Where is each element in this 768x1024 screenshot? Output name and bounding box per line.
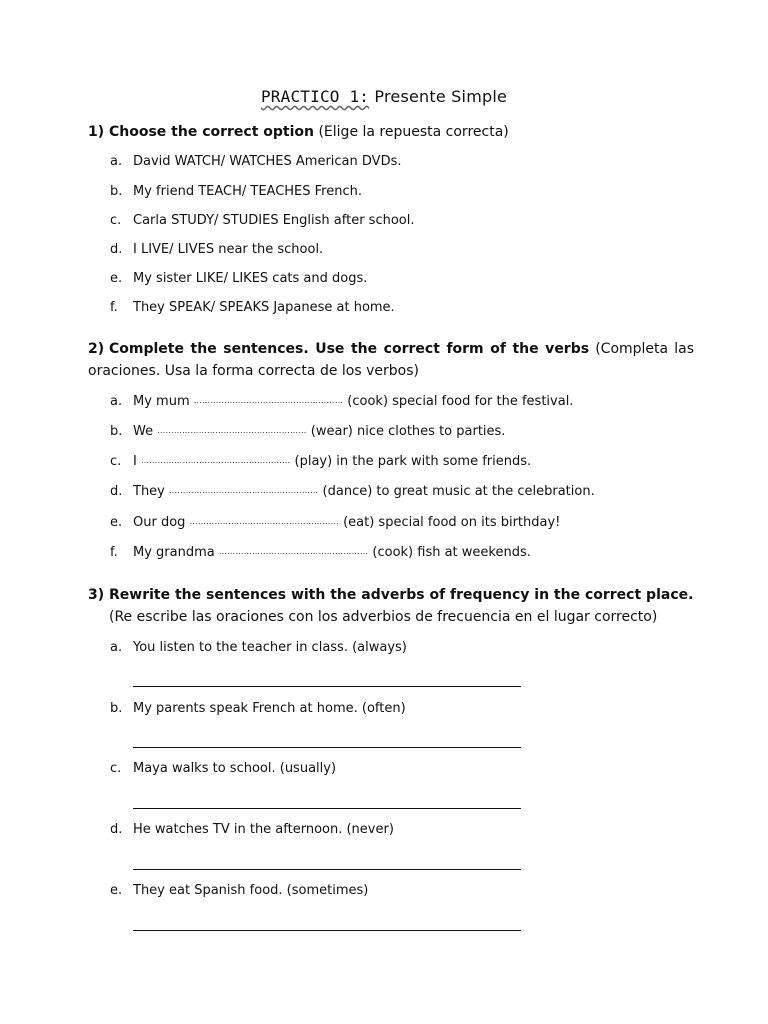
- list-item: [110, 515, 560, 530]
- section-3-heading: [88, 584, 694, 628]
- list-item: [110, 484, 595, 499]
- item-text: They: [133, 484, 170, 499]
- item-text: (cook) special food for the festival.: [343, 394, 574, 409]
- list-item: [110, 213, 414, 228]
- answer-line[interactable]: [133, 686, 521, 687]
- section-heading-bold: Choose the correct option: [109, 124, 315, 140]
- list-item: [110, 424, 505, 439]
- item-text: My mum: [133, 394, 194, 409]
- list-item: [110, 184, 362, 199]
- list-item: [110, 242, 323, 257]
- item-letter: d.: [110, 484, 123, 499]
- section-2-heading: [88, 338, 694, 382]
- blank-dots: ………………………………………………: [189, 517, 339, 526]
- section-heading-bold: Complete the sentences. Use the correct form of the verbs: [109, 341, 590, 357]
- item-letter: c.: [110, 454, 122, 469]
- answer-line[interactable]: [133, 930, 521, 931]
- item-text: (eat) special food on its birthday!: [338, 515, 561, 530]
- list-item: [110, 545, 531, 560]
- item-text: I: [133, 454, 141, 469]
- item-text: My sister LIKE/ LIKES cats and dogs.: [133, 271, 368, 286]
- item-text: Carla STUDY/ STUDIES English after school.: [133, 213, 415, 228]
- item-letter: b.: [110, 701, 123, 716]
- item-text: He watches TV in the afternoon. (never): [133, 822, 394, 837]
- blank-dots: ………………………………………………: [157, 426, 307, 435]
- item-letter: d.: [110, 242, 123, 257]
- item-letter: c.: [110, 213, 122, 228]
- item-letter: e.: [110, 515, 123, 530]
- answer-line[interactable]: [133, 869, 521, 870]
- list-item: [110, 271, 367, 286]
- item-text: Our dog: [133, 515, 190, 530]
- item-text: They eat Spanish food. (sometimes): [133, 883, 369, 898]
- title-rest: Presente Simple: [369, 87, 508, 106]
- section-number: 3): [88, 587, 105, 603]
- section-heading-rest: (Completa las oraciones. Usa la forma correcta de los verbos): [88, 341, 695, 379]
- list-item: [110, 154, 401, 169]
- blank-dots: ………………………………………………: [193, 396, 344, 405]
- item-text: (wear) nice clothes to parties.: [306, 424, 506, 439]
- section-number: 1): [88, 124, 105, 140]
- blank-dots: ………………………………………………: [140, 456, 291, 465]
- answer-line[interactable]: [133, 747, 521, 748]
- item-letter: a.: [110, 394, 123, 409]
- list-item: [110, 300, 395, 315]
- item-letter: a.: [110, 640, 123, 655]
- item-text: David WATCH/ WATCHES American DVDs.: [133, 154, 402, 169]
- item-letter: f.: [110, 300, 118, 315]
- section-heading-bold: Rewrite the sentences with the adverbs of frequency in the correct place.: [109, 587, 694, 603]
- item-text: I LIVE/ LIVES near the school.: [133, 242, 324, 257]
- section-heading-rest: (Elige la repuesta correcta): [314, 124, 509, 140]
- item-letter: b.: [110, 184, 123, 199]
- item-text: (play) in the park with some friends.: [290, 454, 532, 469]
- answer-line[interactable]: [133, 808, 521, 809]
- item-letter: e.: [110, 883, 123, 898]
- item-text: My friend TEACH/ TEACHES French.: [133, 184, 362, 199]
- item-letter: c.: [110, 761, 122, 776]
- list-item: [110, 454, 531, 469]
- blank-dots: ………………………………………………: [218, 547, 369, 556]
- item-text: My grandma: [133, 545, 219, 560]
- list-item: [110, 822, 394, 837]
- section-1-heading: [88, 121, 694, 143]
- item-letter: f.: [110, 545, 118, 560]
- list-item: [110, 640, 407, 655]
- blank-dots: ………………………………………………: [169, 486, 319, 495]
- item-letter: d.: [110, 822, 123, 837]
- item-text: We: [133, 424, 158, 439]
- item-letter: e.: [110, 271, 123, 286]
- worksheet-title: [0, 87, 768, 106]
- item-text: Maya walks to school. (usually): [133, 761, 337, 776]
- item-text: (dance) to great music at the celebration.: [318, 484, 595, 499]
- item-letter: a.: [110, 154, 123, 169]
- list-item: [110, 761, 336, 776]
- item-text: You listen to the teacher in class. (always): [133, 640, 407, 655]
- section-heading-rest: (Re escribe las oraciones con los adverbios de frecuencia en el lugar correcto): [109, 609, 658, 625]
- list-item: [110, 701, 406, 716]
- item-text: My parents speak French at home. (often): [133, 701, 406, 716]
- list-item: [110, 394, 573, 409]
- item-letter: b.: [110, 424, 123, 439]
- item-text: They SPEAK/ SPEAKS Japanese at home.: [133, 300, 395, 315]
- item-text: (cook) fish at weekends.: [368, 545, 531, 560]
- title-prefix: PRACTICO 1:: [260, 87, 370, 106]
- list-item: [110, 883, 368, 898]
- section-number: 2): [88, 341, 105, 357]
